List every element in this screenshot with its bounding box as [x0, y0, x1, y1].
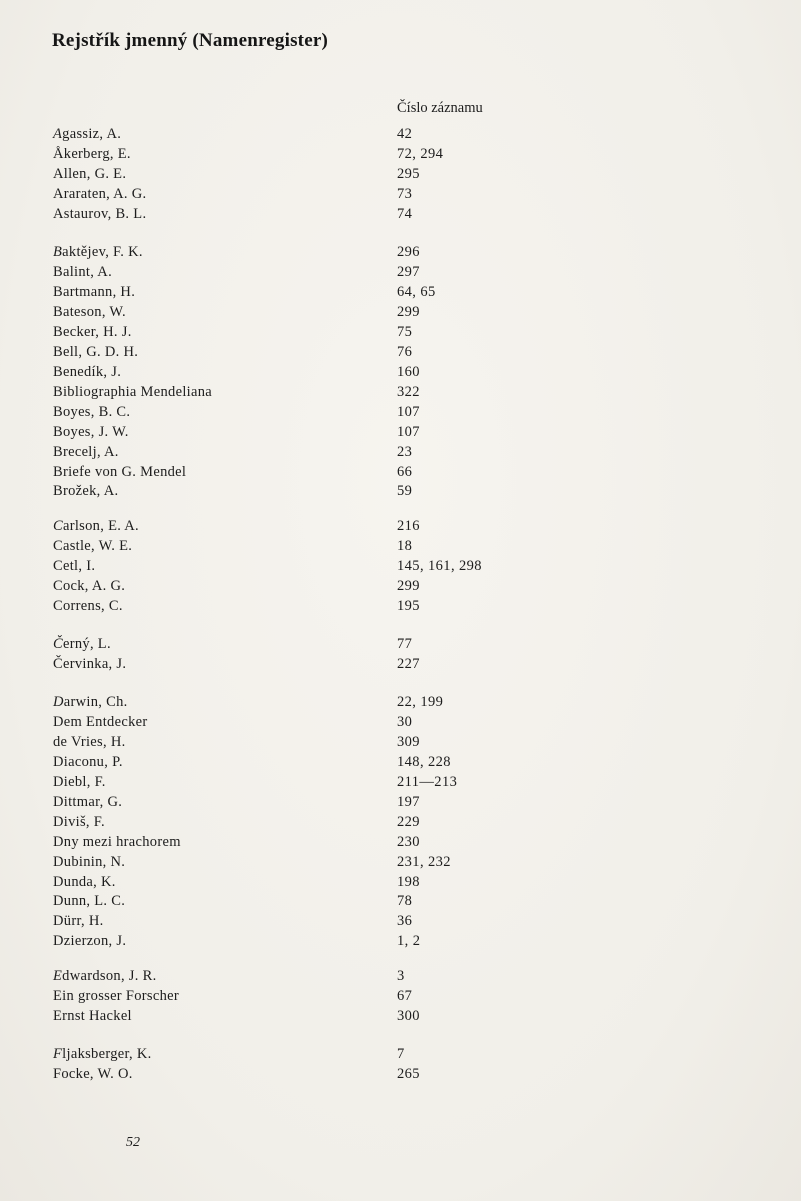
index-entry [0, 462, 801, 482]
entry-name: Bibliographia Mendeliana [53, 384, 213, 400]
entry-record-numbers: 231, 232 [397, 854, 451, 870]
index-entry [0, 732, 801, 752]
index-entry [0, 204, 801, 224]
entry-record-numbers: 216 [397, 518, 420, 534]
entry-record-numbers: 30 [397, 714, 413, 730]
entry-record-numbers: 145, 161, 298 [397, 558, 482, 574]
entry-record-numbers: 76 [397, 344, 413, 360]
entry-record-numbers: 36 [397, 913, 413, 929]
entry-name: Dunn, L. C. [53, 893, 126, 909]
index-entry [0, 342, 801, 362]
entry-record-numbers: 66 [397, 464, 413, 480]
entry-name: Dunda, K. [53, 874, 116, 890]
entry-record-numbers: 72, 294 [397, 146, 444, 162]
index-entry [0, 402, 801, 422]
entry-record-numbers: 227 [397, 656, 420, 672]
index-entry [0, 812, 801, 832]
index-entry [0, 516, 801, 536]
entry-name: Cetl, I. [53, 558, 96, 574]
index-entry [0, 282, 801, 302]
entry-name: Diebl, F. [53, 774, 106, 790]
index-entry [0, 986, 801, 1006]
index-entry [0, 752, 801, 772]
entry-record-numbers: 322 [397, 384, 420, 400]
index-entry [0, 481, 801, 501]
entry-record-numbers: 74 [397, 206, 413, 222]
entry-name: Benedík, J. [53, 364, 122, 380]
index-entry [0, 242, 801, 262]
index-entry [0, 712, 801, 732]
index-entry [0, 596, 801, 616]
entry-record-numbers: 78 [397, 893, 413, 909]
entry-name: Baktějev, F. K. [53, 244, 143, 260]
entry-name: Bell, G. D. H. [53, 344, 139, 360]
entry-name: Edwardson, J. R. [53, 968, 157, 984]
index-entry [0, 1006, 801, 1026]
entry-record-numbers: 3 [397, 968, 405, 984]
index-entry [0, 931, 801, 951]
entry-name: Briefe von G. Mendel [53, 464, 187, 480]
index-entry [0, 164, 801, 184]
entry-name: Boyes, B. C. [53, 404, 131, 420]
index-entry [0, 792, 801, 812]
entry-name: Agassiz, A. [53, 126, 122, 142]
index-entry [0, 692, 801, 712]
index-entry [0, 556, 801, 576]
entry-name: Åkerberg, E. [53, 146, 131, 162]
index-entry [0, 576, 801, 596]
entry-record-numbers: 77 [397, 636, 413, 652]
entry-record-numbers: 67 [397, 988, 413, 1004]
entry-name: Bateson, W. [53, 304, 126, 320]
entry-name: Balint, A. [53, 264, 112, 280]
entry-record-numbers: 7 [397, 1046, 405, 1062]
index-entry [0, 262, 801, 282]
entry-name: Cock, A. G. [53, 578, 126, 594]
entry-name: Černý, L. [53, 636, 111, 652]
column-header-record-number: Číslo záznamu [397, 100, 483, 116]
entry-record-numbers: 296 [397, 244, 420, 260]
entry-name: Dem Entdecker [53, 714, 148, 730]
entry-name: Diaconu, P. [53, 754, 123, 770]
entry-record-numbers: 299 [397, 578, 420, 594]
entry-name: Fljaksberger, K. [53, 1046, 152, 1062]
entry-record-numbers: 42 [397, 126, 413, 142]
index-entry [0, 891, 801, 911]
entry-name: Focke, W. O. [53, 1066, 133, 1082]
entry-name: Brecelj, A. [53, 444, 119, 460]
entry-record-numbers: 265 [397, 1066, 420, 1082]
entry-record-numbers: 59 [397, 483, 413, 499]
entry-name: Araraten, A. G. [53, 186, 147, 202]
entry-record-numbers: 198 [397, 874, 420, 890]
entry-name: Červinka, J. [53, 656, 127, 672]
index-entry [0, 966, 801, 986]
index-entry [0, 1064, 801, 1084]
index-entry [0, 124, 801, 144]
entry-name: Ernst Hackel [53, 1008, 132, 1024]
entry-record-numbers: 299 [397, 304, 420, 320]
entry-record-numbers: 148, 228 [397, 754, 451, 770]
entry-name: Correns, C. [53, 598, 123, 614]
entry-record-numbers: 295 [397, 166, 420, 182]
entry-record-numbers: 107 [397, 424, 420, 440]
index-entry [0, 144, 801, 164]
index-entry [0, 911, 801, 931]
index-entry [0, 1044, 801, 1064]
entry-record-numbers: 197 [397, 794, 420, 810]
entry-record-numbers: 297 [397, 264, 420, 280]
entry-record-numbers: 160 [397, 364, 420, 380]
entry-name: Brožek, A. [53, 483, 119, 499]
entry-name: Dubinin, N. [53, 854, 126, 870]
entry-record-numbers: 1, 2 [397, 933, 421, 949]
entry-record-numbers: 73 [397, 186, 413, 202]
index-entry [0, 772, 801, 792]
entry-record-numbers: 23 [397, 444, 413, 460]
page-number: 52 [126, 1135, 140, 1150]
index-entry [0, 302, 801, 322]
entry-name: Allen, G. E. [53, 166, 127, 182]
entry-record-numbers: 22, 199 [397, 694, 444, 710]
entry-name: Dzierzon, J. [53, 933, 127, 949]
entry-record-numbers: 230 [397, 834, 420, 850]
entry-name: Dny mezi hrachorem [53, 834, 181, 850]
entry-name: Dittmar, G. [53, 794, 123, 810]
index-entry [0, 442, 801, 462]
entry-name: Darwin, Ch. [53, 694, 128, 710]
entry-name: Ein grosser Forscher [53, 988, 179, 1004]
entry-name: Bartmann, H. [53, 284, 136, 300]
index-entry [0, 422, 801, 442]
index-entry [0, 654, 801, 674]
entry-record-numbers: 75 [397, 324, 413, 340]
entry-name: Becker, H. J. [53, 324, 132, 340]
index-entry [0, 184, 801, 204]
entry-name: Boyes, J. W. [53, 424, 129, 440]
index-entry [0, 872, 801, 892]
entry-record-numbers: 107 [397, 404, 420, 420]
index-entry [0, 536, 801, 556]
index-entry [0, 634, 801, 654]
entry-name: Astaurov, B. L. [53, 206, 147, 222]
index-entry [0, 852, 801, 872]
page-title: Rejstřík jmenný (Namenregister) [52, 30, 328, 51]
entry-name: Castle, W. E. [53, 538, 133, 554]
entry-record-numbers: 309 [397, 734, 420, 750]
entry-record-numbers: 229 [397, 814, 420, 830]
entry-name: Dürr, H. [53, 913, 104, 929]
entry-record-numbers: 18 [397, 538, 413, 554]
entry-record-numbers: 195 [397, 598, 420, 614]
index-entry [0, 362, 801, 382]
entry-name: Carlson, E. A. [53, 518, 139, 534]
entry-name: de Vries, H. [53, 734, 126, 750]
entry-record-numbers: 300 [397, 1008, 420, 1024]
index-entry [0, 832, 801, 852]
entry-record-numbers: 211—213 [397, 774, 458, 790]
entry-record-numbers: 64, 65 [397, 284, 436, 300]
index-entry [0, 382, 801, 402]
entry-name: Diviš, F. [53, 814, 105, 830]
index-entry [0, 322, 801, 342]
